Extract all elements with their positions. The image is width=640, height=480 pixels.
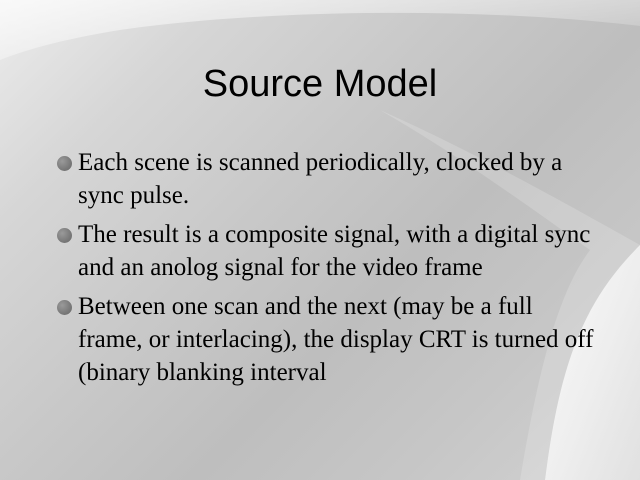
bullet-text: Each scene is scanned periodically, clocked by a sync pulse.	[78, 149, 563, 209]
bullet-text: Between one scan and the next (may be a full frame, or interlacing), the display CRT is turned off (binary blanking interval	[78, 293, 594, 386]
slide-title: Source Model	[202, 63, 438, 105]
bullet-item	[56, 218, 596, 284]
bullet-item	[56, 146, 596, 212]
bullet-dot-icon	[57, 300, 72, 315]
bullet-item	[56, 290, 596, 389]
bullet-dot-icon	[57, 156, 72, 171]
bullet-text: The result is a composite signal, with a digital sync and an anolog signal for the video frame	[78, 221, 591, 281]
bullet-dot-icon	[57, 228, 72, 243]
bullet-list	[56, 146, 596, 395]
